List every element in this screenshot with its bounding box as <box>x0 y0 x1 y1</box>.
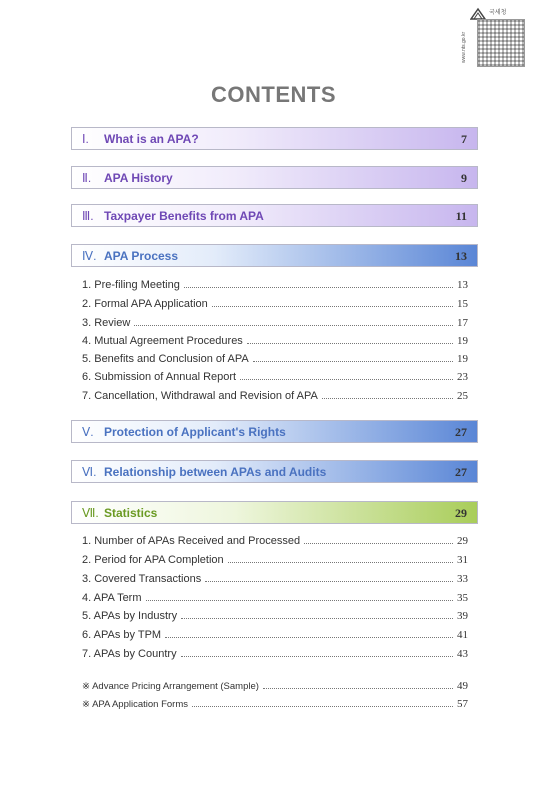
toc-entry[interactable] <box>82 627 468 641</box>
dot-leader <box>240 378 453 380</box>
section-label: Protection of Applicant's Rights <box>104 425 286 439</box>
section-page: 11 <box>455 209 467 223</box>
section-label: Relationship between APAs and Audits <box>104 465 327 479</box>
dot-leader <box>228 561 453 563</box>
entry-text: 6. Submission of Annual Report <box>82 371 237 383</box>
section-label: APA History <box>104 171 173 185</box>
section-label: What is an APA? <box>104 132 199 146</box>
entry-text: ※ Advance Pricing Arrangement (Sample) <box>82 681 259 692</box>
entry-text: ※ APA Application Forms <box>82 699 188 710</box>
toc-entry[interactable] <box>82 388 468 402</box>
entry-page: 13 <box>457 279 468 291</box>
nts-logo <box>461 5 537 69</box>
section-page: 7 <box>461 132 467 146</box>
section-page: 27 <box>455 425 467 439</box>
section-page: 9 <box>461 171 467 185</box>
entry-text: 2. Period for APA Completion <box>82 554 224 566</box>
entry-page: 17 <box>457 317 468 329</box>
section-number: Ⅲ. <box>82 209 94 223</box>
entry-text: 2. Formal APA Application <box>82 298 208 310</box>
toc-entry[interactable] <box>82 296 468 310</box>
entry-page: 31 <box>457 554 468 566</box>
entry-page: 57 <box>457 698 468 710</box>
page-title: CONTENTS <box>211 82 336 107</box>
toc-entry[interactable] <box>82 333 468 347</box>
toc-section-4[interactable] <box>71 244 478 267</box>
toc-section-3[interactable] <box>71 204 478 227</box>
dot-leader <box>192 705 453 707</box>
entry-text: 7. Cancellation, Withdrawal and Revision of APA <box>82 390 318 402</box>
entry-page: 15 <box>457 298 468 310</box>
entry-text: 3. Covered Transactions <box>82 573 202 585</box>
toc-entry[interactable] <box>82 533 468 547</box>
toc-section-7[interactable] <box>71 501 478 524</box>
dot-leader <box>165 636 453 638</box>
section-page: 29 <box>455 506 467 520</box>
toc-entry[interactable] <box>82 351 468 365</box>
toc-entry[interactable] <box>82 646 468 660</box>
toc-entry[interactable] <box>82 369 468 383</box>
section-number: Ⅶ. <box>82 506 99 520</box>
entry-page: 43 <box>457 648 468 660</box>
entry-text: 4. Mutual Agreement Procedures <box>82 335 243 347</box>
entry-page: 29 <box>457 535 468 547</box>
dot-leader <box>181 617 453 619</box>
entry-page: 49 <box>457 680 468 692</box>
dot-leader <box>247 342 453 344</box>
entry-text: 5. Benefits and Conclusion of APA <box>82 353 249 365</box>
dot-leader <box>146 599 453 601</box>
toc-entry[interactable] <box>82 608 468 622</box>
entry-text: 3. Review <box>82 317 131 329</box>
toc-entry[interactable] <box>82 315 468 329</box>
dot-leader <box>253 360 453 362</box>
section-number: Ⅵ. <box>82 465 97 479</box>
toc-section-1[interactable] <box>71 127 478 150</box>
entry-page: 35 <box>457 592 468 604</box>
section-page: 13 <box>455 249 467 263</box>
site-url: www.nts.go.kr <box>461 31 467 63</box>
toc-entry[interactable] <box>82 571 468 585</box>
dot-leader <box>184 286 453 288</box>
dot-leader <box>181 655 453 657</box>
entry-text: 6. APAs by TPM <box>82 629 162 641</box>
toc-entry[interactable] <box>82 552 468 566</box>
entry-text: 1. Number of APAs Received and Processed <box>82 535 301 547</box>
entry-page: 33 <box>457 573 468 585</box>
appendix-entry[interactable] <box>82 697 468 710</box>
entry-text: 4. APA Term <box>82 592 142 604</box>
entry-page: 41 <box>457 629 468 641</box>
toc-section-6[interactable] <box>71 460 478 483</box>
entry-page: 19 <box>457 353 468 365</box>
dot-leader <box>134 324 453 326</box>
dot-leader <box>212 305 453 307</box>
appendix-entry[interactable] <box>82 679 468 692</box>
entry-text: 7. APAs by Country <box>82 648 177 660</box>
toc-section-2[interactable] <box>71 166 478 189</box>
entry-page: 19 <box>457 335 468 347</box>
entry-text: 1. Pre-filing Meeting <box>82 279 180 291</box>
dot-leader <box>263 687 453 689</box>
section-page: 27 <box>455 465 467 479</box>
dot-leader <box>304 542 453 544</box>
dot-leader <box>205 580 453 582</box>
entry-page: 39 <box>457 610 468 622</box>
org-name: 국세청 <box>489 10 507 16</box>
section-number: Ⅰ. <box>82 132 89 146</box>
section-label: APA Process <box>104 249 179 263</box>
section-number: Ⅳ. <box>82 249 97 263</box>
section-label: Statistics <box>104 506 158 520</box>
toc-entry[interactable] <box>82 277 468 291</box>
entry-text: 5. APAs by Industry <box>82 610 178 622</box>
toc-entry[interactable] <box>82 590 468 604</box>
section-number: Ⅱ. <box>82 171 92 185</box>
qr-code <box>477 19 525 67</box>
toc-section-5[interactable] <box>71 420 478 443</box>
section-number: Ⅴ. <box>82 425 94 439</box>
entry-page: 23 <box>457 371 468 383</box>
dot-leader <box>322 397 453 399</box>
section-label: Taxpayer Benefits from APA <box>104 209 264 223</box>
entry-page: 25 <box>457 390 468 402</box>
